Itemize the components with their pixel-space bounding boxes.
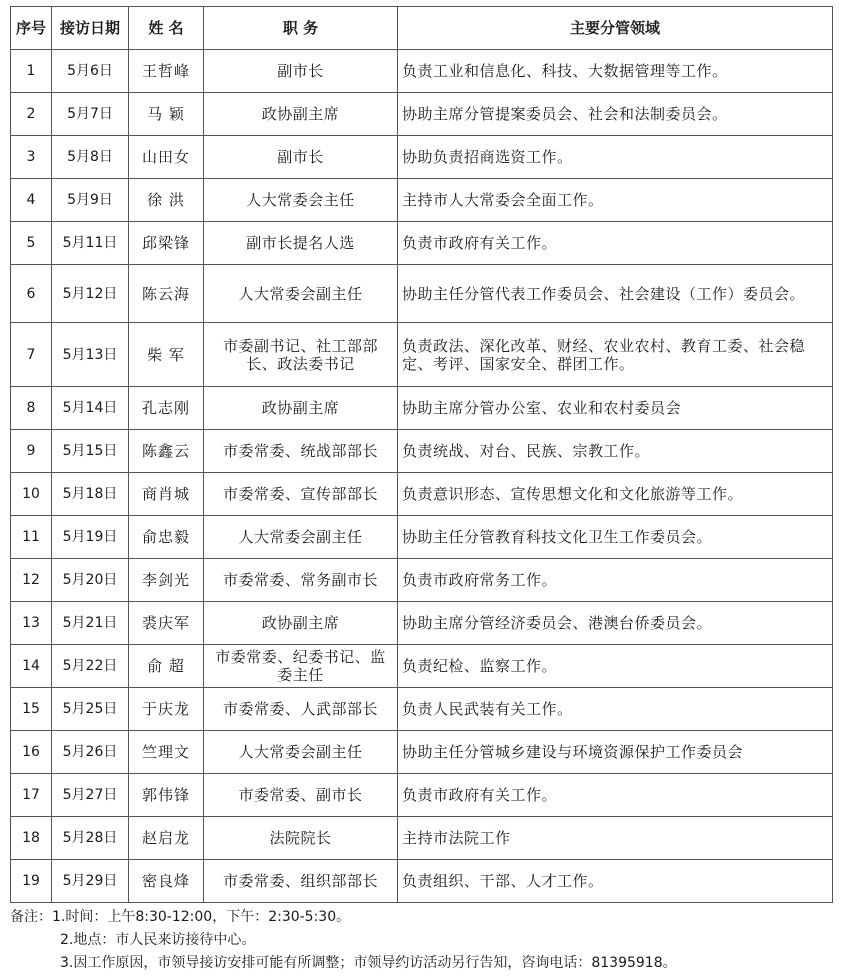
- cell-name: 陈云海: [129, 265, 204, 323]
- cell-position: 人大常委会副主任: [204, 516, 398, 559]
- cell-seq: 19: [11, 860, 52, 903]
- schedule-sheet: [10, 6, 832, 903]
- note-line-3: 3.因工作原因，市领导接访安排可能有所调整；市领导约访活动另行告知，咨询电话：81395918。: [60, 955, 677, 971]
- cell-date: 5月25日: [52, 688, 129, 731]
- cell-seq: 4: [11, 179, 52, 222]
- cell-name: 于庆龙: [129, 688, 204, 731]
- cell-date: 5月6日: [52, 50, 129, 93]
- cell-name: 裘庆军: [129, 602, 204, 645]
- header-position: 职 务: [204, 7, 398, 50]
- cell-position: 市委常委、人武部部长: [204, 688, 398, 731]
- cell-date: 5月27日: [52, 774, 129, 817]
- table-row: [11, 430, 833, 473]
- cell-duty: 负责市政府有关工作。: [398, 774, 833, 817]
- cell-position: 市委常委、副市长: [204, 774, 398, 817]
- cell-seq: 17: [11, 774, 52, 817]
- cell-date: 5月21日: [52, 602, 129, 645]
- cell-position: 市委常委、组织部部长: [204, 860, 398, 903]
- cell-name: 王哲峰: [129, 50, 204, 93]
- cell-name: 柴 军: [129, 323, 204, 387]
- table-row: [11, 817, 833, 860]
- cell-seq: 16: [11, 731, 52, 774]
- cell-seq: 1: [11, 50, 52, 93]
- header-date: 接访日期: [52, 7, 129, 50]
- cell-name: 徐 洪: [129, 179, 204, 222]
- table-row: [11, 645, 833, 688]
- cell-position: 市委常委、常务副市长: [204, 559, 398, 602]
- cell-position: 人大常委会主任: [204, 179, 398, 222]
- cell-seq: 6: [11, 265, 52, 323]
- table-row: [11, 473, 833, 516]
- cell-name: 竺理文: [129, 731, 204, 774]
- cell-name: 陈鑫云: [129, 430, 204, 473]
- cell-date: 5月28日: [52, 817, 129, 860]
- cell-date: 5月22日: [52, 645, 129, 688]
- schedule-table: [10, 6, 833, 903]
- cell-position: 市委常委、统战部部长: [204, 430, 398, 473]
- cell-date: 5月26日: [52, 731, 129, 774]
- table-row: [11, 136, 833, 179]
- cell-duty: 负责人民武装有关工作。: [398, 688, 833, 731]
- header-name: 姓 名: [129, 7, 204, 50]
- cell-name: 孔志刚: [129, 387, 204, 430]
- cell-duty: 负责统战、对台、民族、宗教工作。: [398, 430, 833, 473]
- note-line-1: [10, 906, 832, 929]
- cell-seq: 14: [11, 645, 52, 688]
- cell-date: 5月9日: [52, 179, 129, 222]
- table-row: [11, 323, 833, 387]
- cell-name: 马 颖: [129, 93, 204, 136]
- cell-date: 5月20日: [52, 559, 129, 602]
- table-row: [11, 265, 833, 323]
- cell-duty: 协助主任分管教育科技文化卫生工作委员会。: [398, 516, 833, 559]
- cell-date: 5月13日: [52, 323, 129, 387]
- cell-date: 5月29日: [52, 860, 129, 903]
- cell-duty: 主持市法院工作: [398, 817, 833, 860]
- cell-seq: 3: [11, 136, 52, 179]
- cell-seq: 12: [11, 559, 52, 602]
- cell-date: 5月11日: [52, 222, 129, 265]
- cell-seq: 7: [11, 323, 52, 387]
- table-row: [11, 50, 833, 93]
- cell-duty: 主持市人大常委会全面工作。: [398, 179, 833, 222]
- cell-position: 副市长: [204, 50, 398, 93]
- cell-position: 法院院长: [204, 817, 398, 860]
- cell-position: 政协副主席: [204, 602, 398, 645]
- cell-seq: 11: [11, 516, 52, 559]
- table-row: [11, 93, 833, 136]
- cell-name: 密良烽: [129, 860, 204, 903]
- table-row: [11, 222, 833, 265]
- cell-position: 政协副主席: [204, 93, 398, 136]
- cell-duty: 协助负责招商选资工作。: [398, 136, 833, 179]
- cell-position: 政协副主席: [204, 387, 398, 430]
- header-duty: 主要分管领域: [398, 7, 833, 50]
- table-row: [11, 516, 833, 559]
- table-row: [11, 731, 833, 774]
- cell-name: 山田女: [129, 136, 204, 179]
- cell-position: 副市长提名人选: [204, 222, 398, 265]
- cell-name: 商肖城: [129, 473, 204, 516]
- cell-name: 俞忠毅: [129, 516, 204, 559]
- cell-seq: 8: [11, 387, 52, 430]
- table-row: [11, 559, 833, 602]
- table-row: [11, 179, 833, 222]
- cell-duty: 负责市政府有关工作。: [398, 222, 833, 265]
- table-row: [11, 688, 833, 731]
- cell-duty: 协助主席分管提案委员会、社会和法制委员会。: [398, 93, 833, 136]
- notes-label: 备注：: [10, 909, 52, 925]
- table-row: [11, 774, 833, 817]
- cell-duty: 负责意识形态、宣传思想文化和文化旅游等工作。: [398, 473, 833, 516]
- cell-seq: 5: [11, 222, 52, 265]
- cell-seq: 2: [11, 93, 52, 136]
- cell-seq: 18: [11, 817, 52, 860]
- cell-seq: 10: [11, 473, 52, 516]
- cell-duty: 协助主任分管城乡建设与环境资源保护工作委员会: [398, 731, 833, 774]
- cell-position: 市委常委、宣传部部长: [204, 473, 398, 516]
- cell-seq: 9: [11, 430, 52, 473]
- cell-date: 5月7日: [52, 93, 129, 136]
- cell-name: 李剑光: [129, 559, 204, 602]
- table-row: [11, 860, 833, 903]
- cell-date: 5月8日: [52, 136, 129, 179]
- cell-date: 5月14日: [52, 387, 129, 430]
- note-line-2: 2.地点：市人民来访接待中心。: [60, 932, 256, 948]
- cell-date: 5月18日: [52, 473, 129, 516]
- table-row: [11, 602, 833, 645]
- cell-name: 俞 超: [129, 645, 204, 688]
- cell-duty: 协助主任分管代表工作委员会、社会建设（工作）委员会。: [398, 265, 833, 323]
- cell-duty: 负责纪检、监察工作。: [398, 645, 833, 688]
- cell-seq: 15: [11, 688, 52, 731]
- table-row: [11, 387, 833, 430]
- cell-position: 副市长: [204, 136, 398, 179]
- notes-section: [10, 906, 832, 975]
- cell-duty: 协助主席分管经济委员会、港澳台侨委员会。: [398, 602, 833, 645]
- cell-name: 赵启龙: [129, 817, 204, 860]
- cell-duty: 协助主席分管办公室、农业和农村委员会: [398, 387, 833, 430]
- cell-position: 市委常委、纪委书记、监委主任: [204, 645, 398, 688]
- cell-position: 人大常委会副主任: [204, 265, 398, 323]
- cell-duty: 负责工业和信息化、科技、大数据管理等工作。: [398, 50, 833, 93]
- cell-date: 5月12日: [52, 265, 129, 323]
- cell-duty: 负责市政府常务工作。: [398, 559, 833, 602]
- table-header-row: [11, 7, 833, 50]
- cell-name: 郭伟锋: [129, 774, 204, 817]
- cell-duty: 负责政法、深化改革、财经、农业农村、教育工委、社会稳定、考评、国家安全、群团工作。: [398, 323, 833, 387]
- cell-position: 市委副书记、社工部部长、政法委书记: [204, 323, 398, 387]
- cell-date: 5月15日: [52, 430, 129, 473]
- cell-position: 人大常委会副主任: [204, 731, 398, 774]
- cell-date: 5月19日: [52, 516, 129, 559]
- cell-seq: 13: [11, 602, 52, 645]
- cell-name: 邱梁锋: [129, 222, 204, 265]
- note-text-1: 1.时间：上午8:30-12:00，下午：2:30-5:30。: [52, 909, 351, 925]
- header-seq: 序号: [11, 7, 52, 50]
- cell-duty: 负责组织、干部、人才工作。: [398, 860, 833, 903]
